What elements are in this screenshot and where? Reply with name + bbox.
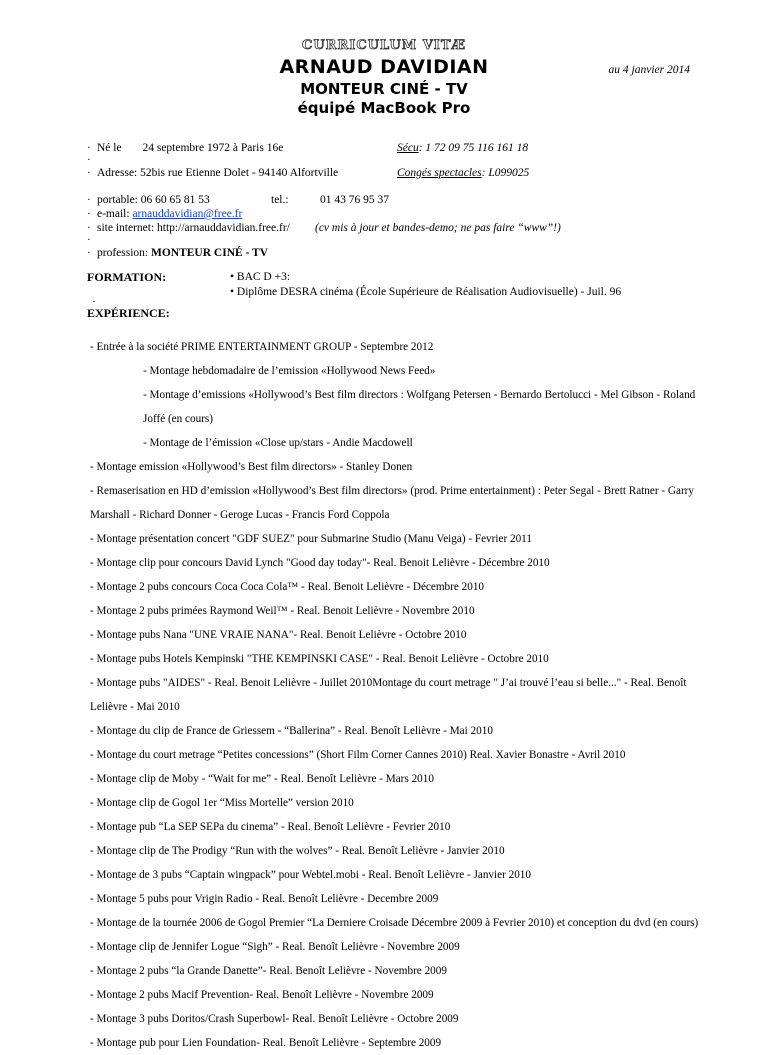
- experience-item: - Montage clip de The Prodigy “Run with the wolves” - Real. Benoît Lelièvre - Janvier 2010: [90, 845, 505, 857]
- email-label: e-mail:: [97, 208, 130, 220]
- experience-item: - Montage du court metrage “Petites concessions” (Short Film Corner Cannes 2010) Real. Xavier Bonastre - Avril 2010: [90, 749, 626, 761]
- experience-item: - Montage clip de Moby - “Wait for me” - Real. Benoît Lelièvre - Mars 2010: [90, 773, 434, 785]
- experience-item: - Montage emission «Hollywood’s Best film directors» - Stanley Donen: [90, 461, 413, 473]
- experience-item: - Montage 5 pubs pour Vrigin Radio - Real. Benoît Lelièvre - Decembre 2009: [90, 893, 439, 905]
- conges-label: Congés spectacles: [397, 167, 482, 179]
- experience-item: - Montage pubs "AIDES" - Real. Benoit Lelièvre - Juillet 2010Montage du court metrage " J’ai trouvé l’eau si belle..." - Real. Benoît Lelièvre - Mai 2010: [90, 677, 687, 713]
- site: site internet: http://arnauddavidian.free.fr/: [97, 222, 290, 234]
- experience-item: - Montage pubs Nana "UNE VRAIE NANA"- Real. Benoit Lelièvre - Octobre 2010: [90, 629, 467, 641]
- experience-item: - Montage pub pour Lien Foundation- Real. Benoît Lelièvre - Septembre 2009: [90, 1037, 442, 1049]
- experience-item: - Montage hebdomadaire de l’emission «Hollywood News Feed»: [143, 365, 436, 377]
- cv-header: [0, 38, 768, 117]
- conges-value: : L099025: [481, 167, 530, 179]
- experience-list: [90, 335, 700, 1055]
- experience-item: - Montage de l’émission «Close up/stars - Andie Macdowell: [143, 437, 413, 449]
- email-link[interactable]: arnauddavidian@free.fr: [132, 208, 243, 220]
- experience-item: - Montage du clip de France de Griessem - “Ballerina” - Real. Benoît Lelièvre - Mai 2010: [90, 725, 493, 737]
- experience-item: - Montage présentation concert "GDF SUEZ" pour Submarine Studio (Manu Veiga) - Fevrier 2011: [90, 533, 532, 545]
- site-note: (cv mis à jour et bandes-demo; ne pas faire “www”!): [315, 222, 561, 234]
- experience-item: - Montage pub “La SEP SEPa du cinema” - Real. Benoît Lelièvre - Fevrier 2010: [90, 821, 451, 833]
- tel-value: 01 43 76 95 37: [320, 194, 389, 206]
- formation-heading: FORMATION:: [87, 270, 167, 284]
- profession-line: · profession: MONTEUR CINÉ - TV: [87, 247, 269, 259]
- experience-item: - Montage 3 pubs Doritos/Crash Superbowl- Real. Benoît Lelièvre - Octobre 2009: [90, 1013, 459, 1025]
- profession-value: MONTEUR CINÉ - TV: [150, 247, 269, 259]
- birth-label: Né le: [97, 142, 122, 154]
- experience-heading: EXPÉRIENCE:: [87, 306, 170, 320]
- experience-item: - Montage 2 pubs Macif Prevention- Real. Benoît Lelièvre - Novembre 2009: [90, 989, 434, 1001]
- address: Adresse: 52bis rue Etienne Dolet - 94140 Alfortville: [97, 167, 339, 179]
- formation-item: • BAC D +3:: [230, 271, 291, 283]
- secu-line: [397, 142, 528, 154]
- portable: portable: 06 60 65 81 53: [97, 194, 210, 206]
- profession-label: profession:: [97, 247, 149, 259]
- experience-item: - Montage clip pour concours David Lynch "Good day today"- Real. Benoit Lelièvre - Décembre 2010: [90, 557, 550, 569]
- site-line: · site internet: http://arnauddavidian.free.fr/: [87, 222, 290, 234]
- equipment: équipé MacBook Pro: [297, 99, 471, 117]
- experience-item: - Montage 2 pubs “la Grande Danette”- Real. Benoît Lelièvre - Novembre 2009: [90, 965, 447, 977]
- experience-item: - Entrée à la société PRIME ENTERTAINMENT GROUP - Septembre 2012: [90, 341, 434, 353]
- email-line: · e-mail: arnauddavidian@free.fr: [87, 208, 243, 220]
- experience-item: - Montage pubs Hotels Kempinski "THE KEMPINSKI CASE" - Real. Benoit Lelièvre - Octobre 2010: [90, 653, 549, 665]
- tel-label: tel.:: [271, 194, 289, 206]
- spacer-dot-3: ·: [92, 296, 96, 308]
- secu-value: : 1 72 09 75 116 161 18: [418, 142, 529, 154]
- spacer-dot-2: ·: [87, 234, 91, 246]
- experience-item: - Montage clip de Gogol 1er “Miss Mortelle” version 2010: [90, 797, 354, 809]
- birth-value: 24 septembre 1972 à Paris 16e: [142, 142, 284, 154]
- experience-item: - Montage clip de Jennifer Logue “Sigh” - Real. Benoît Lelièvre - Novembre 2009: [90, 941, 460, 953]
- conges-line: [397, 167, 529, 179]
- cv-title: CURRICULUM VITÆ: [301, 38, 467, 53]
- secu-label: Sécu: [397, 142, 419, 154]
- formation-list: [230, 270, 621, 300]
- job-title: MONTEUR CINÉ - TV: [300, 80, 468, 98]
- experience-item: - Remaserisation en HD d’emission «Hollywood’s Best film directors» (prod. Prime entertainment) : Peter Segal - Brett Ratner - Garry Marshall - Richard Donner - Geroge Lucas - Francis Ford Coppola: [90, 485, 694, 521]
- experience-item: - Montage de 3 pubs “Captain wingpack” pour Webtel.mobi - Real. Benoît Lelièvre - Janvier 2010: [90, 869, 531, 881]
- experience-item: - Montage 2 pubs concours Coca Coca Cola™ - Real. Benoit Lelièvre - Décembre 2010: [90, 581, 485, 593]
- formation-item: • Diplôme DESRA cinéma (École Supérieure de Réalisation Audiovisuelle) - Juil. 96: [230, 286, 622, 298]
- experience-item: - Montage 2 pubs primées Raymond Weil™ - Real. Benoit Lelièvre - Novembre 2010: [90, 605, 475, 617]
- experience-item: - Montage de la tournée 2006 de Gogol Premier “La Derniere Croisade Décembre 2009 à Fevrier 2010) et conception du dvd (en cours): [90, 917, 699, 929]
- experience-item: - Montage d’emissions «Hollywood’s Best film directors : Wolfgang Petersen - Bernardo Bertolucci - Mel Gibson - Roland Joffé (en cours): [143, 389, 696, 425]
- spacer-dot: ·: [87, 154, 91, 166]
- address-line: · Adresse: 52bis rue Etienne Dolet - 94140 Alfortville: [87, 167, 339, 179]
- cv-date: au 4 janvier 2014: [608, 64, 690, 76]
- person-name: ARNAUD DAVIDIAN: [279, 56, 489, 78]
- portable-line: · portable: 06 60 65 81 53: [87, 194, 210, 206]
- birth-line: · Né le 24 septembre 1972 à Paris 16e: [87, 142, 284, 154]
